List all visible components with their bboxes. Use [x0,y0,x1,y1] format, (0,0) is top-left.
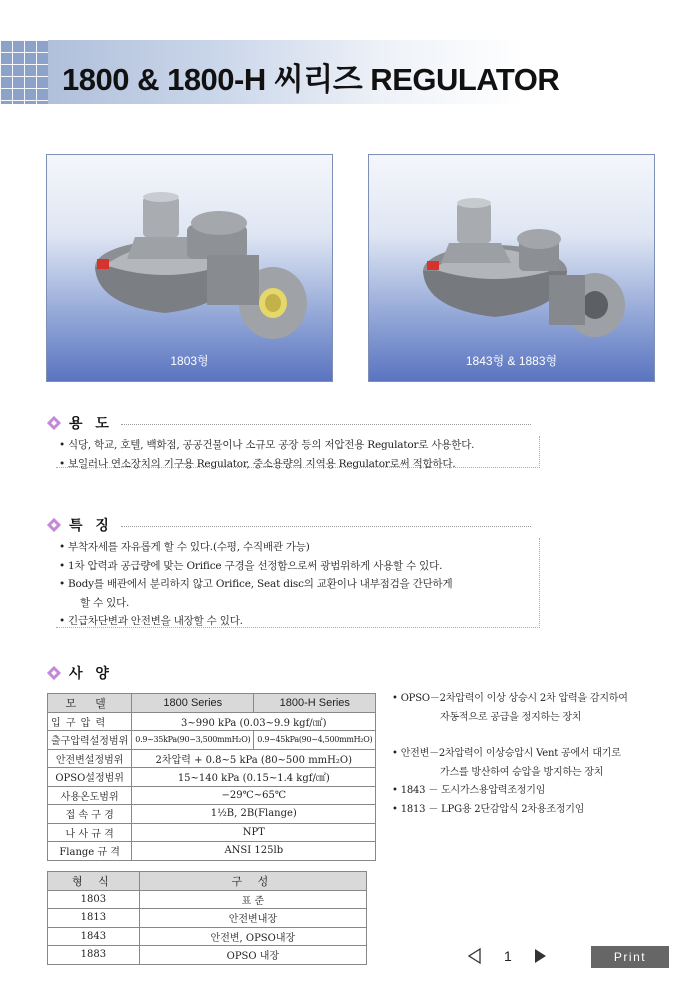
type-table [47,871,367,965]
spec-value: NPT [132,823,376,842]
note-line: 자동적으로 공급을 정지하는 장치 [440,711,582,723]
pager [466,946,552,966]
spec-value: 3~990 kPa (0.03~9.9 kgf/㎠) [132,712,376,731]
triangle-right-icon[interactable] [532,946,552,966]
spec-value: 15~140 kPa (0.15~1.4 kgf/㎠) [132,768,376,787]
specs-heading [48,663,113,683]
photo-caption: 1803형 [170,354,209,368]
triangle-left-icon[interactable] [466,946,486,966]
specs-heading-label: 사 양 [69,666,113,682]
table-row [48,731,376,750]
spec-value: ANSI 125lb [132,842,376,861]
table-header-cell: 1800-H Series [254,694,376,713]
page-number: 1 [504,948,512,964]
type-config: 안전변내장 [139,909,366,928]
table-header-cell: 구 성 [139,872,366,891]
table-header-cell: 1800 Series [132,694,254,713]
table-row [48,786,376,805]
features-line: • 1차 압력과 공급량에 맞는 Orifice 구경을 선정함으로써 광범위하게 사용할 수 있다. [59,559,443,572]
spec-value: −29℃~65℃ [132,786,376,805]
features-line: • Body를 배관에서 분리하지 않고 Orifice, Seat disc의 교환이나 내부점검을 간단하게 [59,578,453,590]
spec-label: 나 사 규 격 [48,823,132,842]
table-row [48,909,367,928]
type-config: 표 준 [139,890,366,909]
note-line: • 1843 － 도시가스용압력조정기임 [392,785,546,796]
table-row [48,749,376,768]
table-header-cell: 형 식 [48,872,140,891]
note-line: • OPSO－2차압력이 이상 상승시 2차 압력을 감지하여 [392,693,628,704]
spec-notes [392,690,682,819]
spec-table [47,693,376,861]
type-config: 안전변, OPSO내장 [139,927,366,946]
features-line: • 부착자세를 자유롭게 할 수 있다.(수평, 수직배관 가능) [59,541,310,553]
print-button[interactable]: Print [591,946,669,968]
heading-dotted-rule [121,424,531,425]
spec-value: 0.9~35kPa(90~3,500mmH₂O) [132,731,254,750]
photo-caption: 1843형 & 1883형 [465,354,558,368]
diamond-bullet-icon [48,519,61,532]
type-config: OPSO 내장 [139,946,366,965]
spec-label: Flange 규 격 [48,842,132,861]
table-row [48,927,367,946]
product-photo-1843-1883 [368,154,655,382]
table-header-cell: 모 델 [48,694,132,713]
features-box [56,538,540,628]
note-line: 가스를 방산하여 승압을 방지하는 장치 [440,766,604,778]
usage-heading [48,413,531,433]
table-header-row [48,694,376,713]
table-row [48,712,376,731]
product-photo-1803 [46,154,333,382]
spec-label: OPSO설정범위 [48,768,132,787]
spec-value: 0.9~45kPa(90~4,500mmH₂O) [254,731,376,750]
heading-dotted-rule [121,526,531,527]
spec-label: 사용온도범위 [48,786,132,805]
diamond-bullet-icon [48,667,61,680]
features-heading-label: 특 징 [69,518,113,534]
table-header-row [48,872,367,891]
type-model: 1813 [48,909,140,928]
note-line: • 1813 － LPG용 2단감압식 2차용조정기임 [392,803,585,815]
usage-line: • 식당, 학교, 호텔, 백화점, 공공건물이나 소규모 공장 등의 저압전용 Regulator로 사용한다. [59,439,475,451]
type-model: 1803 [48,890,140,909]
spec-label: 안전변설정범위 [48,749,132,768]
table-row [48,946,367,965]
table-row [48,768,376,787]
type-model: 1843 [48,927,140,946]
note-line: • 안전변－2차압력이 이상승압시 Vent 공에서 대기로 [392,748,621,759]
regulator-photo-icon [369,155,655,382]
usage-heading-label: 용 도 [69,416,113,432]
spec-label: 입 구 압 력 [48,712,132,731]
type-model: 1883 [48,946,140,965]
table-row [48,890,367,909]
spec-label: 접 속 구 경 [48,805,132,824]
usage-box [56,436,540,468]
table-row [48,823,376,842]
features-heading [48,515,531,535]
table-row [48,842,376,861]
features-line: 할 수 있다. [80,596,130,609]
usage-line: • 보일러나 연소장치의 기구용 Regulator, 중소용량의 지역용 Regulator로써 적합하다. [59,457,456,470]
diamond-bullet-icon [48,417,61,430]
spec-value: 1½B, 2B(Flange) [132,805,376,824]
page-title: 1800 & 1800-H 씨리즈 REGULATOR [62,62,560,97]
header-grid-decoration [0,40,48,104]
table-row [48,805,376,824]
spec-label: 출구압력설정범위 [48,731,132,750]
spec-value: 2차압력 + 0.8~5 kPa (80~500 mmH₂O) [132,749,376,768]
regulator-photo-icon [47,155,333,382]
features-line: • 긴급차단변과 안전변을 내장할 수 있다. [59,615,243,627]
